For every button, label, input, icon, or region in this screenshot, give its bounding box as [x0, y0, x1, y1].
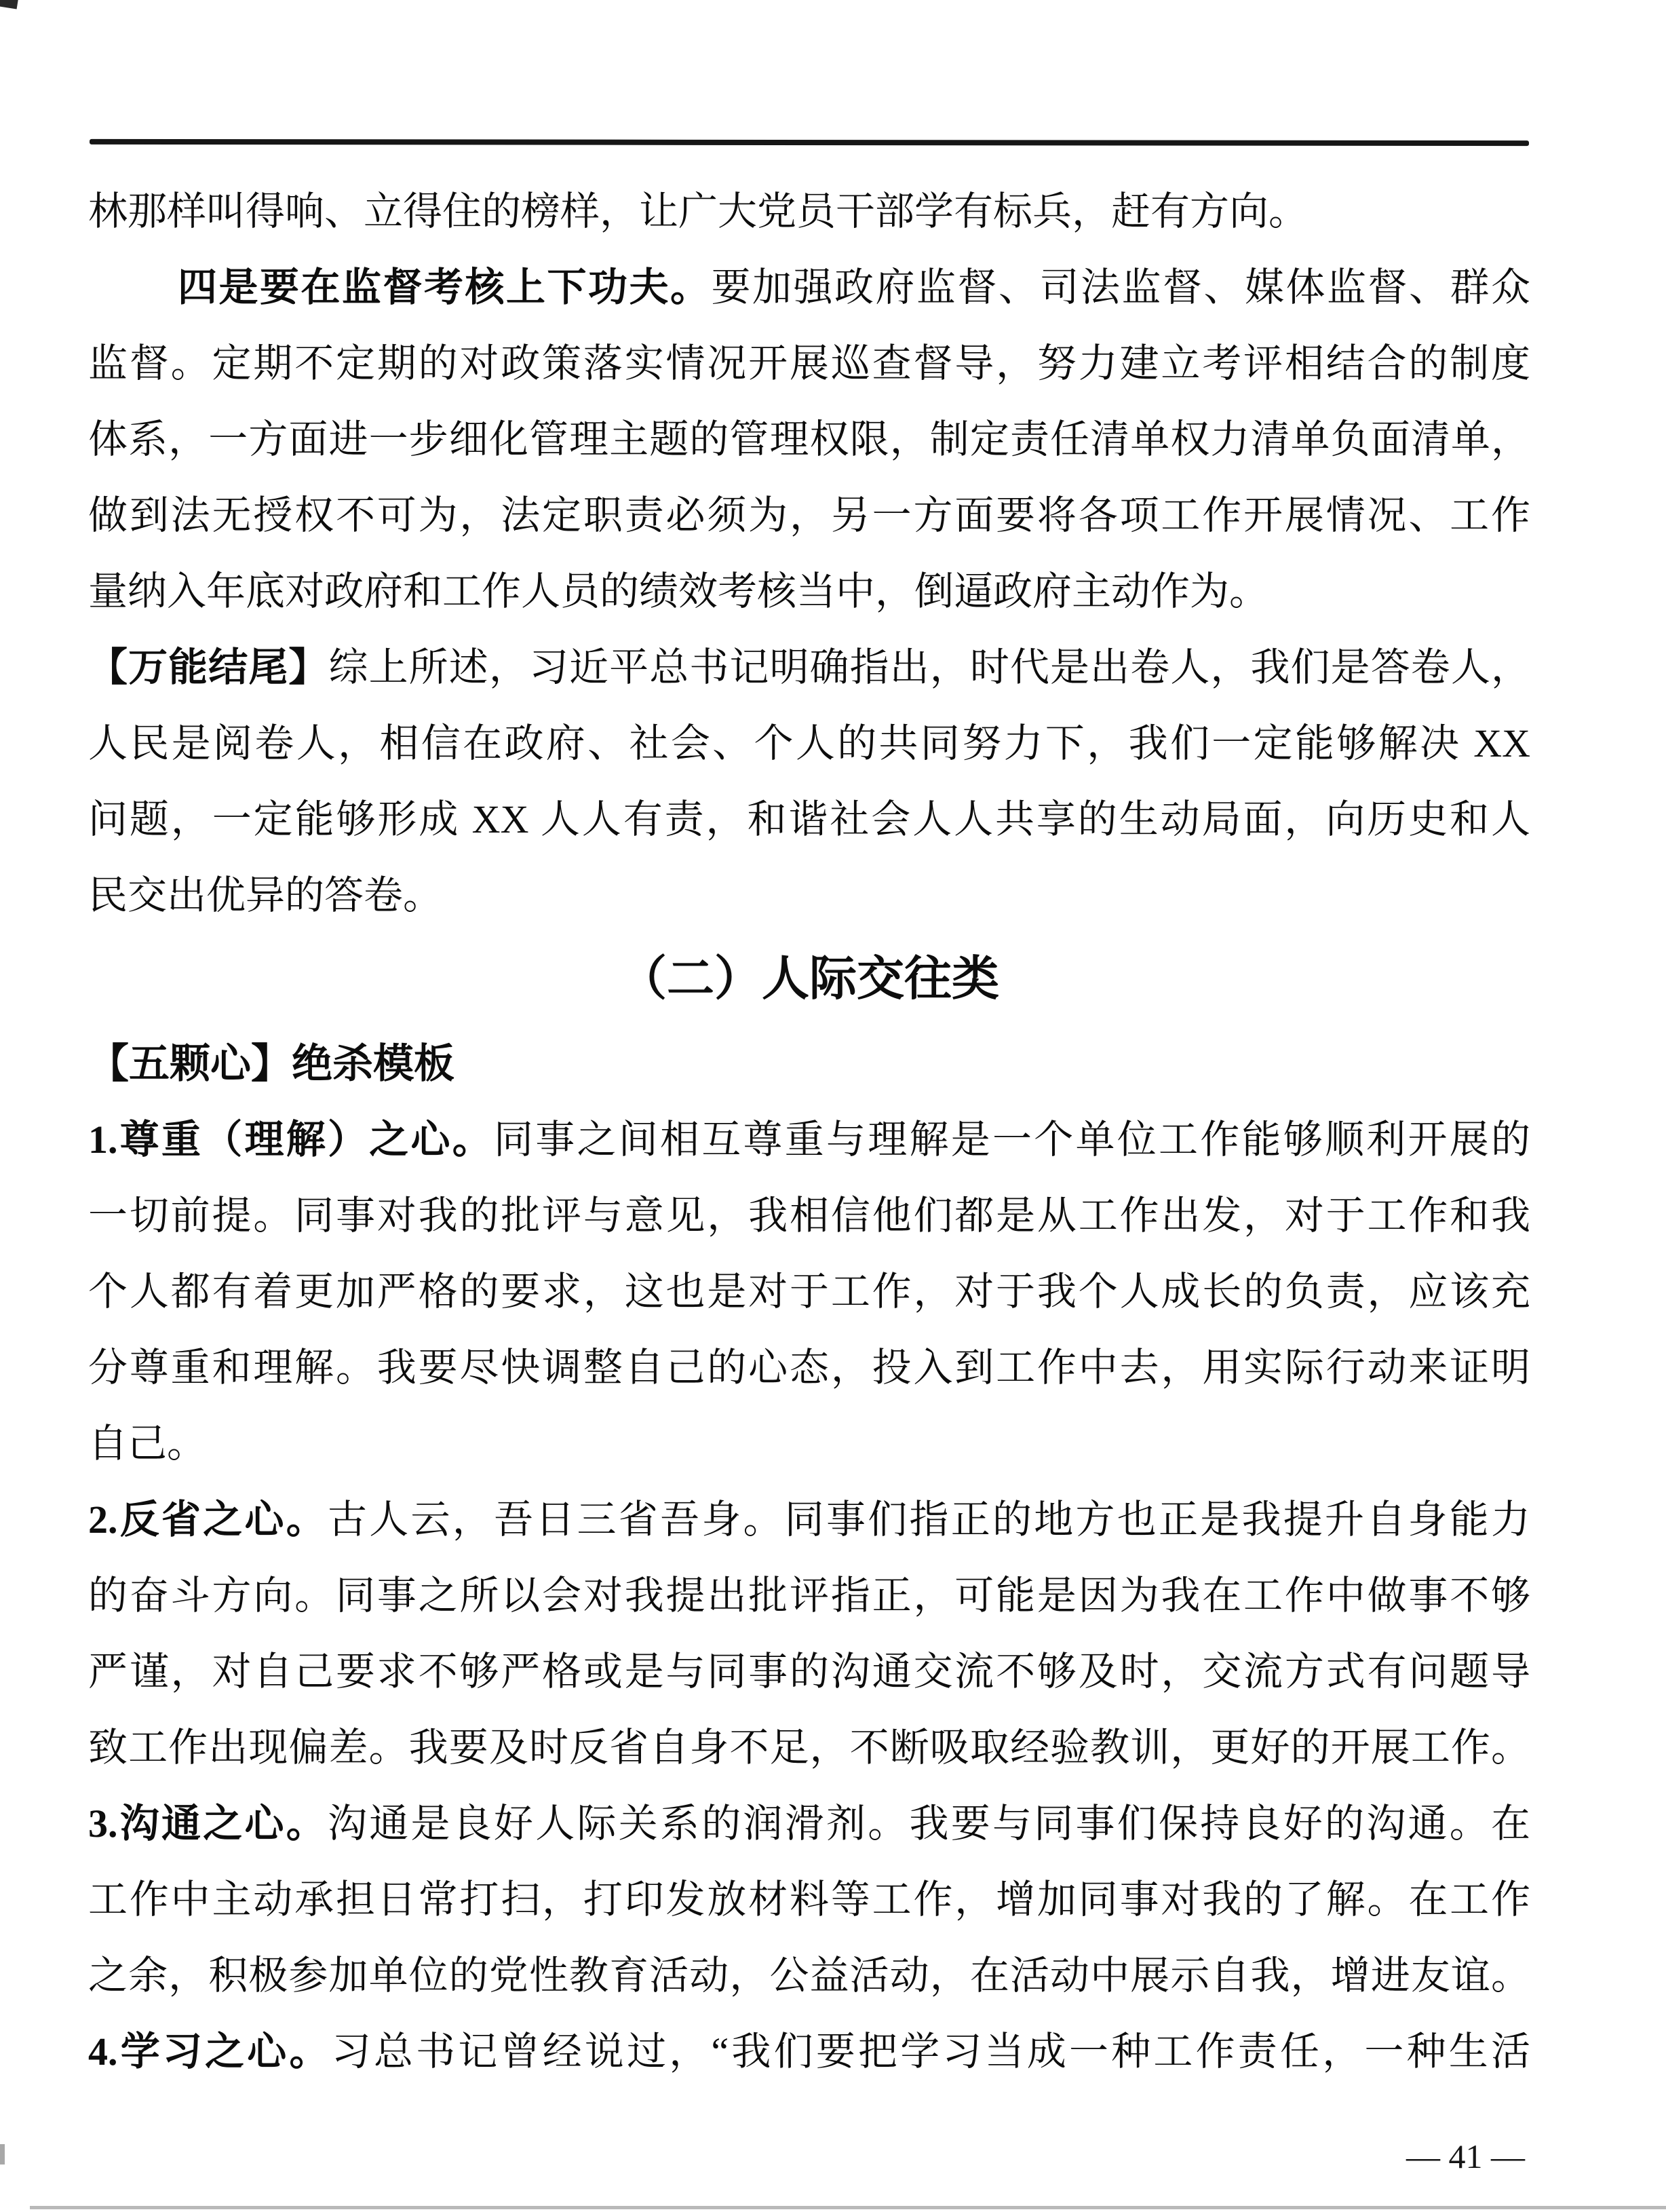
line-text: 古人云，吾日三省吾身。同事们指正的地方也正是我提升自身能力 [328, 1498, 1530, 1542]
text-line: 工作中主动承担日常打扫，打印发放材料等工作，增加同事对我的了解。在工作 [88, 1877, 1530, 1922]
text-line [88, 250, 1530, 326]
page-number: — 41 — [1406, 2137, 1525, 2175]
text-line: 人民是阅卷人，相信在政府、社会、个人的共同努力下，我们一定能够解决 XX [88, 721, 1530, 765]
text-line: 的奋斗方向。同事之所以会对我提出批评指正，可能是因为我在工作中做事不够 [88, 1574, 1530, 1618]
text-line [88, 2014, 1530, 2090]
bold-lead: 【万能结尾】 [88, 645, 329, 689]
text-line: 体系，一方面进一步细化管理主题的管理权限，制定责任清单权力清单负面清单， [88, 417, 1530, 461]
text-line: 问题，一定能够形成 XX 人人有责，和谐社会人人共享的生动局面，向历史和人 [88, 797, 1530, 841]
text-line: 一切前提。同事对我的批评与意见，我相信他们都是从工作出发，对于工作和我 [88, 1194, 1530, 1238]
bold-lead: 四是要在监督考核上下功夫。 [178, 265, 712, 309]
text-line [88, 1102, 1530, 1178]
line-text: 同事之间相互尊重与理解是一个单位工作能够顺利开展的 [494, 1118, 1530, 1162]
bold-lead: 4.学习之心。 [88, 2029, 332, 2074]
line-text: 要加强政府监督、司法监督、媒体监督、群众 [711, 265, 1530, 309]
bold-lead: 1.尊重（理解）之心。 [88, 1118, 494, 1162]
line-text: 沟通是良好人际关系的润滑剂。我要与同事们保持良好的沟通。在 [328, 1801, 1530, 1846]
scan-artifact-corner [0, 0, 18, 9]
text-line: 严谨，对自己要求不够严格或是与同事的沟通交流不够及时，交流方式有问题导 [88, 1650, 1530, 1694]
text-line: 自己。 [88, 1422, 207, 1466]
template-title: 【五颗心】绝杀模板 [88, 1042, 454, 1086]
document-body [88, 174, 1530, 2090]
header-rule [90, 139, 1529, 146]
scan-artifact-left-edge [0, 2144, 5, 2165]
text-line [88, 1482, 1530, 1558]
text-line [88, 630, 1530, 706]
text-line: 监督。定期不定期的对政策落实情况开展巡查督导，努力建立考评相结合的制度 [88, 341, 1530, 385]
bold-lead: 2.反省之心。 [88, 1498, 328, 1542]
section-heading: （二）人际交往类 [619, 953, 999, 1006]
text-line: 量纳入年底对政府和工作人员的绩效考核当中，倒逼政府主动作为。 [88, 569, 1269, 613]
scan-artifact-bottom-edge [30, 2206, 1666, 2209]
text-line: 做到法无授权不可为，法定职责必须为，另一方面要将各项工作开展情况、工作 [88, 493, 1530, 537]
line-text: 习总书记曾经说过，“我们要把学习当成一种工作责任，一种生活 [331, 2029, 1530, 2074]
line-text: 综上所述，习近平总书记明确指出，时代是出卷人，我们是答卷人， [328, 645, 1530, 689]
bold-lead: 3.沟通之心。 [88, 1801, 328, 1846]
text-line [88, 1786, 1530, 1862]
text-line: 林那样叫得响、立得住的榜样，让广大党员干部学有标兵，赶有方向。 [88, 189, 1309, 233]
text-line: 之余，积极参加单位的党性教育活动，公益活动，在活动中展示自我，增进友谊。 [88, 1953, 1530, 1998]
text-line: 民交出优异的答卷。 [88, 873, 443, 917]
text-line: 致工作出现偏差。我要及时反省自身不足，不断吸取经验教训，更好的开展工作。 [88, 1725, 1530, 1770]
text-line: 个人都有着更加严格的要求，这也是对于工作，对于我个人成长的负责，应该充 [88, 1270, 1530, 1314]
text-line: 分尊重和理解。我要尽快调整自己的心态，投入到工作中去，用实际行动来证明 [88, 1346, 1530, 1390]
